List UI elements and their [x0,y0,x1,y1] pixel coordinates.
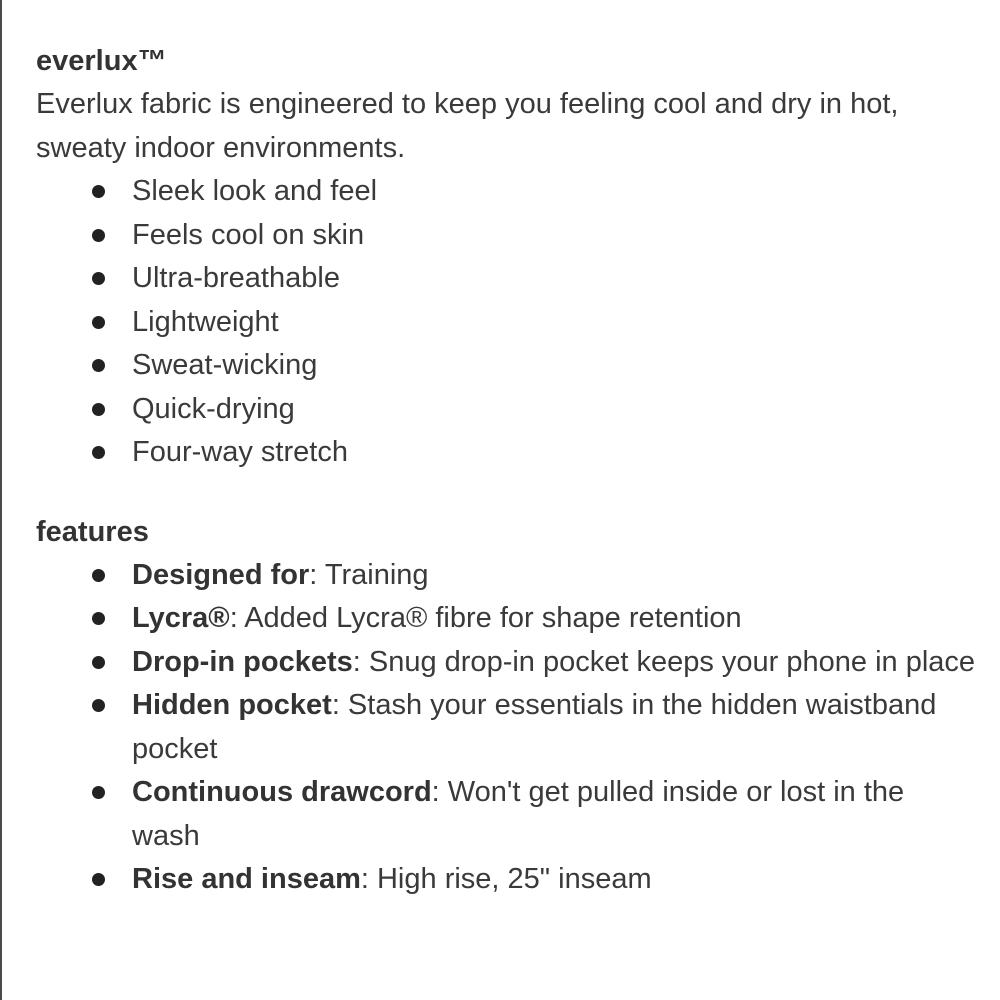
bullet-icon [92,569,105,582]
list-item [36,257,976,301]
feature-item [36,684,976,771]
bullet-text: Sleek look and feel [132,175,378,207]
feature-description: : High rise, 25" inseam [360,863,652,895]
section-spacer [36,475,976,511]
bullet-icon [92,699,105,712]
bullet-text: Sweat-wicking [132,349,318,381]
left-border-rule [0,0,2,1000]
bullet-icon [92,656,105,669]
feature-description: : Stash your essentials in the hidden waistband pocket [132,689,937,765]
bullet-icon [92,786,105,799]
bullet-icon [92,359,105,372]
feature-item [36,641,976,685]
feature-description: : Snug drop-in pocket keeps your phone in place [352,645,976,678]
bullet-icon [92,185,105,198]
feature-description: : Training [309,558,429,591]
everlux-bullet-list [36,170,976,475]
bullet-icon [92,612,105,625]
list-item [36,214,976,258]
list-item [36,388,976,432]
bullet-icon [92,873,105,886]
everlux-description: Everlux fabric is engineered to keep you feeling cool and dry in hot, sweaty indoor environments. [36,88,899,164]
feature-item [36,597,976,641]
bullet-text: Lightweight [132,305,279,338]
list-item [36,344,976,388]
bullet-icon [92,229,105,242]
feature-item [36,554,976,598]
list-item [36,431,976,475]
feature-term: Continuous drawcord [132,776,432,808]
bullet-icon [92,446,105,459]
product-details [36,40,976,902]
feature-description: : Added Lycra® fibre for shape retention [229,602,742,634]
feature-term: Lycra® [132,602,230,634]
bullet-icon [92,403,105,416]
bullet-text: Four-way stretch [132,436,348,468]
list-item [36,170,976,214]
feature-term: Designed for [132,558,310,591]
feature-item [36,771,976,858]
features-heading: features [36,515,149,548]
bullet-text: Ultra-breathable [132,262,340,294]
bullet-text: Feels cool on skin [132,218,365,251]
feature-item [36,858,976,902]
feature-term: Hidden pocket [132,689,332,721]
features-bullet-list [36,554,976,902]
bullet-icon [92,316,105,329]
feature-term: Rise and inseam [132,863,361,895]
everlux-heading: everlux™ [36,45,167,77]
list-item [36,301,976,345]
bullet-icon [92,272,105,285]
feature-term: Drop-in pockets [132,645,353,678]
feature-description: : Won't get pulled inside or lost in the wash [132,776,905,852]
bullet-text: Quick-drying [132,392,295,425]
